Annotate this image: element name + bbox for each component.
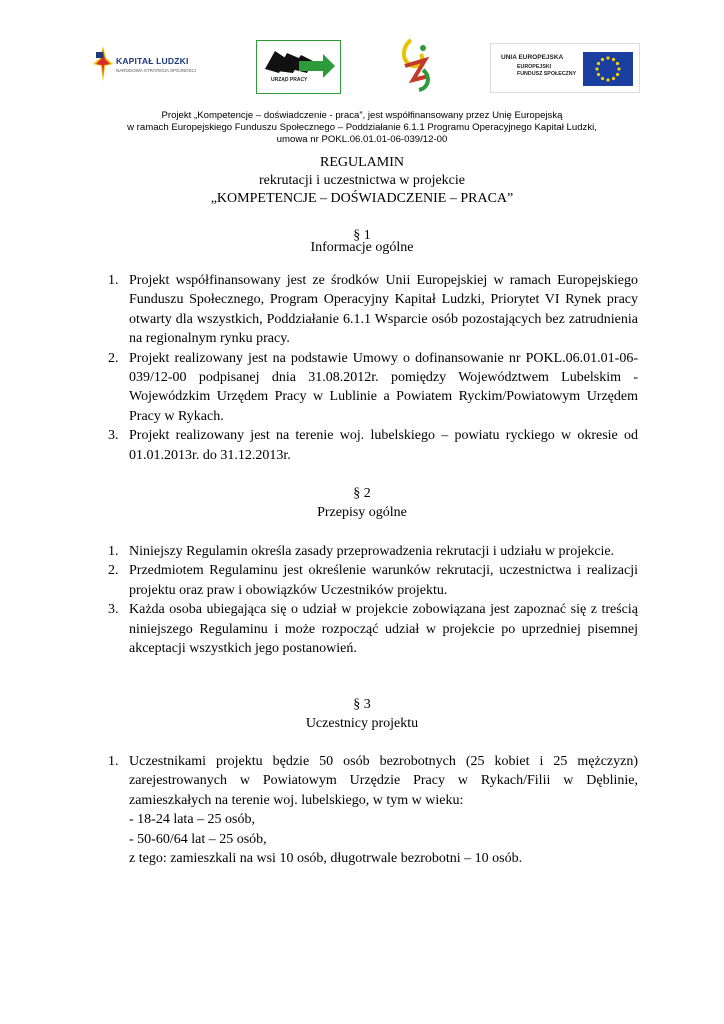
ue-line1: UNIA EUROPEJSKA (501, 54, 564, 61)
list-item: 3. Projekt realizowany jest na terenie woj. lubelskiego – powiatu ryckiego w okresie od 01.01.2013r. do 31.12.2013r. (108, 428, 638, 463)
section-1-number: § 1 (353, 228, 371, 243)
urzad-pracy-logo (256, 40, 341, 94)
project-note-line3: umowa nr POKL.06.01.01-06-039/12-00 (276, 134, 448, 145)
section-3-list (108, 752, 638, 868)
ue-line3: FUNDUSZ SPOŁECZNY (517, 71, 577, 77)
section-1-heading: Informacje ogólne (310, 240, 414, 255)
ue-efs-logo (490, 43, 640, 93)
ue-line2: EUROPEJSKI (517, 64, 552, 70)
section-2-list (108, 542, 638, 658)
section-3-number: § 3 (353, 697, 371, 712)
urzad-pracy-arrow-icon (257, 41, 340, 93)
list-item: 2. Projekt realizowany jest na podstawie Umowy o dofinansowanie nr POKL.06.01.01-06-039/12-00 podpisanej dnia 31.08.2012r. pomiędzy Województwem Lubelskim - Wojewódzkim Urzędem Pracy w Lublinie a Powiatem Ryckim/Powiatowym Urzędem Pracy w Rykach. (108, 350, 638, 424)
section-2-number: § 2 (353, 486, 371, 501)
document-subtitle: rekrutacji i uczestnictwa w projekcie (258, 173, 465, 188)
sub-item: - 18-24 lata – 25 osób, (129, 812, 255, 828)
kapital-ludzki-star-icon (92, 44, 114, 84)
section-3-heading: Uczestnicy projektu (305, 716, 419, 731)
project-note-line1: Projekt „Kompetencje – doświadczenie - praca”, jest współfinansowany przez Unię Europejską (161, 110, 563, 121)
urzad-pracy-label: URZĄD PRACY (271, 77, 308, 83)
list-item: 1. Uczestnikami projektu będzie 50 osób bezrobotnych (25 kobiet i 25 mężczyzn) zarejestrowanych w Powiatowym Urzędzie Pracy w Rykach/Filii w Dęblinie, zamieszkałych na terenie woj. lubelskiego, w tym w wieku: - 18-24 lata – 25 osób, - 50-60/64 lat – 25 osób, z tego: zamieszkali na wsi 10 osób, długotrwale bezrobotni – 10 osób. (108, 752, 638, 868)
list-item: 1. Niniejszy Regulamin określa zasady przeprowadzenia rekrutacji i udziału w projekcie. (108, 544, 615, 559)
list-item: 3. Każda osoba ubiegająca się o udział w projekcie zobowiązana jest zapoznać się z treścią niniejszego Regulaminu i może rozpocząć udział w projekcie po uprzedniej pisemnej akceptacji wszystkich jego postanowień. (108, 602, 638, 657)
kdp-logo-icon (395, 36, 439, 94)
list-item: 2. Przedmiotem Regulaminu jest określenie warunków rekrutacji, uczestnictwa i realizacji projektu oraz praw i obowiązków Uczestników projektu. (108, 563, 638, 598)
kapital-ludzki-logo (92, 44, 202, 84)
document-title: REGULAMIN (320, 155, 404, 170)
section-1-list (108, 271, 638, 465)
list-item: 1. Projekt współfinansowany jest ze środków Unii Europejskiej w ramach Europejskiego Funduszu Społecznego, Program Operacyjny Kapitał Ludzki, Priorytet VI Rynek pracy otwarty dla wszystkich, Poddziałanie 6.1.1 Wsparcie osób pozostających bez zatrudnienia na regionalnym rynku pracy. (108, 273, 638, 347)
project-name: „KOMPETENCJE – DOŚWIADCZENIE – PRACA” (210, 191, 514, 206)
kapital-ludzki-tagline: NARODOWA STRATEGIA SPÓJNOŚCI (116, 68, 197, 73)
eu-flag-icon (583, 52, 633, 86)
sub-item: z tego: zamieszkali na wsi 10 osób, długotrwale bezrobotni – 10 osób. (129, 851, 523, 867)
section-2-heading: Przepisy ogólne (317, 505, 407, 520)
kdp-logo (395, 36, 439, 94)
sub-item: - 50-60/64 lat – 25 osób, (129, 831, 267, 847)
project-note-line2: w ramach Europejskiego Funduszu Społecznego – Poddziałanie 6.1.1 Programu Operacyjnego Kapitał Ludzki, (127, 122, 597, 133)
kapital-ludzki-name: KAPITAŁ LUDZKI (116, 56, 189, 66)
